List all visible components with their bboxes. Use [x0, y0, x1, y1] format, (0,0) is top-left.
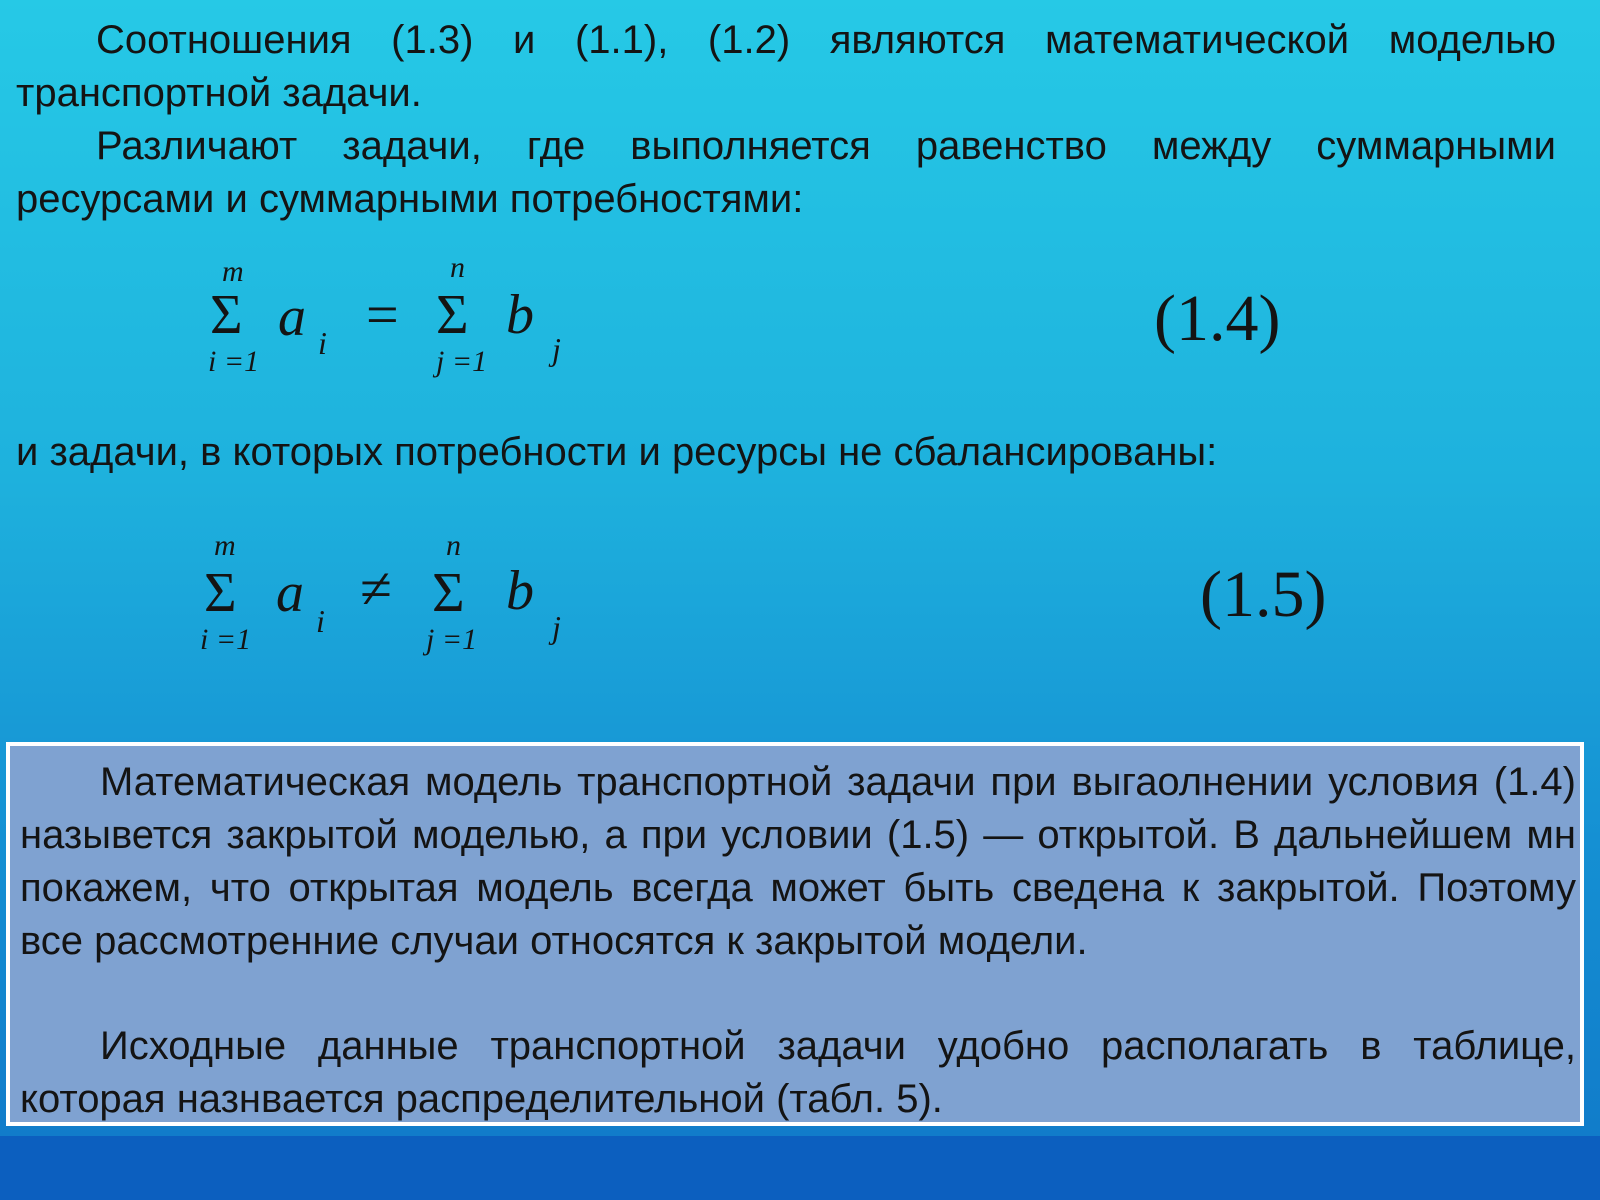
- bottom-bar: [0, 1136, 1600, 1200]
- term-a: a: [278, 286, 306, 348]
- term-a-index: i: [316, 603, 325, 639]
- note-box: [6, 742, 1584, 1126]
- term-b: b: [506, 560, 534, 622]
- formula-balanced: [0, 245, 1600, 385]
- term-b: b: [506, 284, 534, 346]
- middle-text: и задачи, в которых потребности и ресурсы не сбалансированы:: [16, 430, 1218, 474]
- equation-number-1-4: (1.4): [1154, 282, 1281, 355]
- relation-equals: =: [366, 282, 399, 347]
- sum-lower-limit-left: i =1: [208, 345, 260, 378]
- sum-sign-left: Σ: [210, 284, 243, 346]
- sum-upper-limit-left: m: [222, 255, 244, 288]
- sum-sign-right: Σ: [436, 284, 469, 346]
- sum-upper-limit-right: n: [446, 529, 461, 562]
- formula-unbalanced: [0, 525, 1600, 665]
- intro-paragraph-1: Соотношения (1.3) и (1.1), (1.2) являются математической моделью транспортной задачи.: [16, 18, 1556, 115]
- sum-lower-limit-right: j =1: [436, 345, 488, 378]
- term-a-index: i: [318, 325, 327, 361]
- sum-sign-right: Σ: [432, 562, 465, 624]
- relation-not-equal: ≠: [360, 556, 392, 621]
- equation-number-1-5: (1.5): [1200, 558, 1327, 631]
- sum-sign-left: Σ: [204, 562, 237, 624]
- term-b-index: j: [552, 331, 561, 367]
- sum-lower-limit-left: i =1: [200, 623, 252, 656]
- sum-upper-limit-right: n: [450, 251, 465, 284]
- term-b-index: j: [552, 609, 561, 645]
- term-a: a: [276, 562, 304, 624]
- intro-paragraph-2: Различают задачи, где выполняется равенство между суммарными ресурсами и суммарными потребностями:: [16, 124, 1556, 221]
- note-paragraph-2: Исходные данные транспортной задачи удобно располагать в таблице, которая назнвается распределительной (табл. 5).: [20, 1024, 1576, 1121]
- sum-lower-limit-right: j =1: [426, 623, 478, 656]
- note-paragraph-1: Математическая модель транспортной задачи при выгаолнении условия (1.4) назывется закрытой моделью, а при условии (1.5) — открытой. В дальнейшем мн покажем, что открытая модель всегда может быть сведена к закрытой. Поэтому все рассмотренние случаи относятся к закрытой модели.: [20, 760, 1576, 963]
- sum-upper-limit-left: m: [214, 529, 236, 562]
